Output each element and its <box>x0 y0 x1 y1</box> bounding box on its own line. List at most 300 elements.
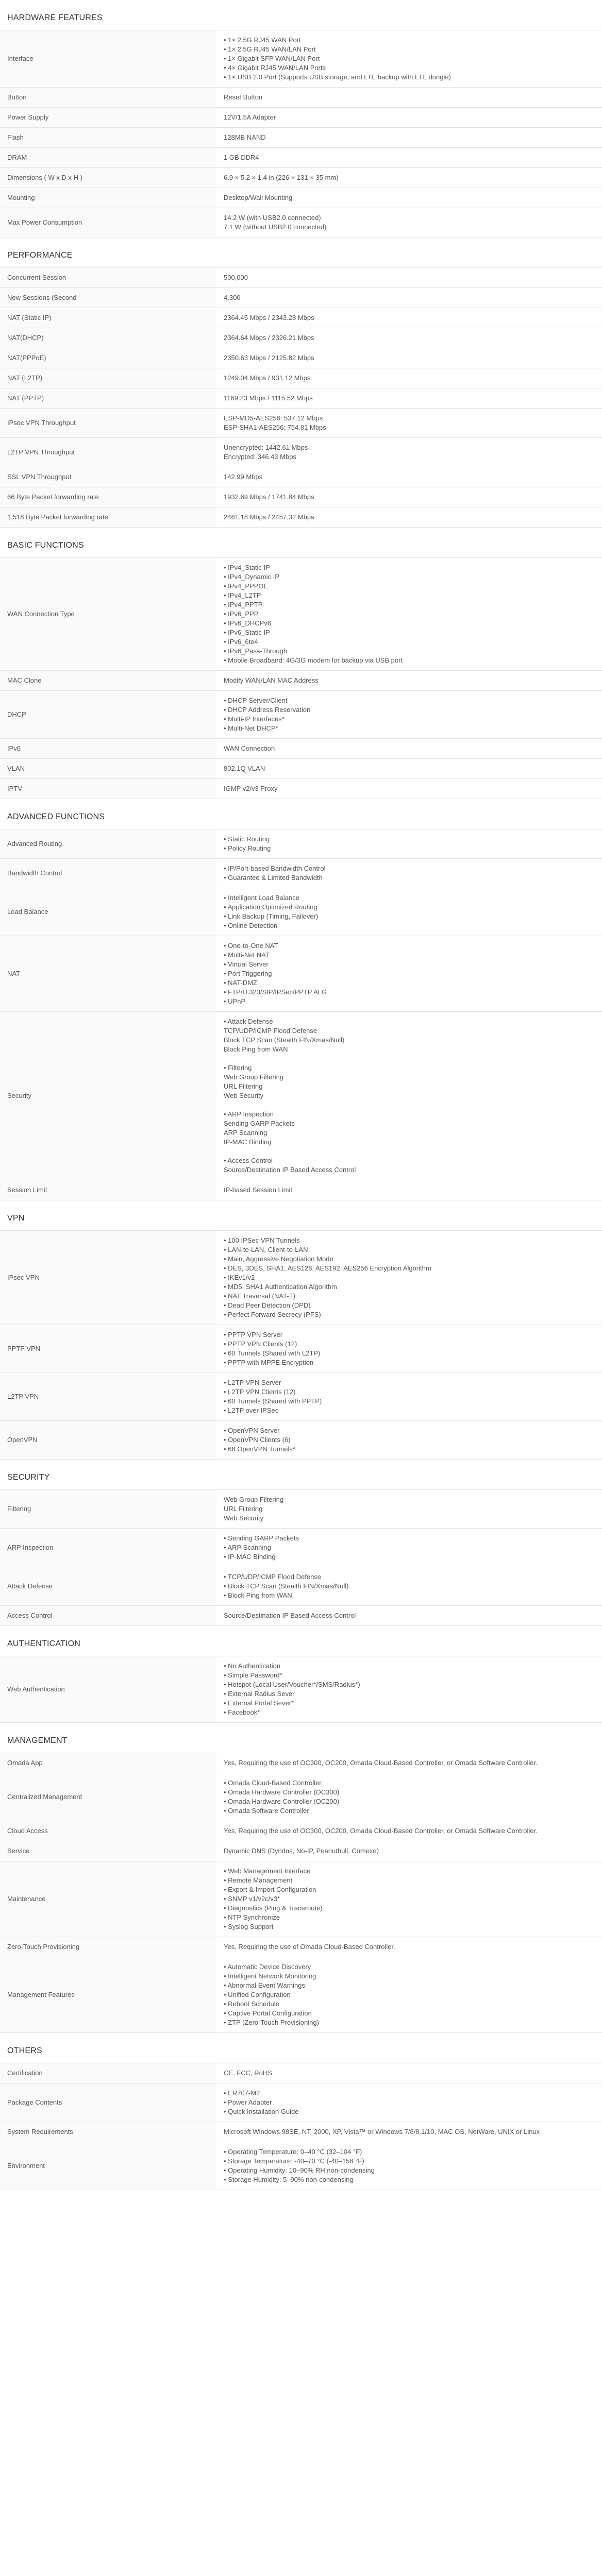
spec-label: Package Contents <box>0 2083 216 2122</box>
spec-label: Management Features <box>0 1957 216 2033</box>
spec-value: • Attack Defense <box>224 1018 273 1025</box>
spec-value: Desktop/Wall Mounting <box>224 194 293 201</box>
spec-value: • Port Triggering <box>224 970 272 977</box>
spec-value-cell <box>216 1567 602 1606</box>
spec-value: • DES, 3DES, SHA1, AES128, AES192, AES256 Encryption Algorithm <box>224 1264 431 1272</box>
section-title: AUTHENTICATION <box>7 1639 81 1648</box>
spec-value-cell <box>216 438 602 467</box>
spec-row <box>0 1180 602 1200</box>
spec-value: • 1× Gigabit SFP WAN/LAN Port <box>224 55 320 62</box>
spec-value: • Reboot Schedule <box>224 2000 279 2008</box>
spec-label: Access Control <box>0 1606 216 1626</box>
spec-section <box>0 1626 602 1723</box>
spec-value: • 68 OpenVPN Tunnels* <box>224 1445 295 1453</box>
spec-value-list <box>224 513 595 522</box>
spec-value: • IPv4_Static IP <box>224 564 270 571</box>
spec-value-list <box>224 1185 595 1195</box>
spec-value: • IPv4_PPPOE <box>224 582 269 590</box>
spec-value-list <box>224 1962 595 2027</box>
spec-value-cell <box>216 1753 602 1773</box>
spec-table <box>0 557 602 799</box>
spec-value: Web Group Filtering <box>224 1073 284 1081</box>
spec-value-cell <box>216 288 602 308</box>
section-title: BASIC FUNCTIONS <box>7 541 84 550</box>
spec-value: • Intelligent Network Monitoring <box>224 1972 316 1980</box>
spec-value-cell <box>216 348 602 368</box>
spec-label: 1,518 Byte Packet forwarding rate <box>0 507 216 528</box>
spec-table <box>0 1489 602 1626</box>
spec-value: 802.1Q VLAN <box>224 765 265 772</box>
spec-value: Source/Destination IP Based Access Control <box>224 1166 356 1174</box>
spec-label: Load Balance <box>0 888 216 936</box>
spec-row <box>0 1373 602 1421</box>
section-title: SECURITY <box>7 1473 50 1482</box>
spec-value-list <box>224 696 595 733</box>
spec-value: Block TCP Scan (Stealth FIN/Xmas/Null) <box>224 1036 345 1044</box>
spec-label: Maintenance <box>0 1861 216 1937</box>
spec-value-cell <box>216 148 602 168</box>
spec-value: • One-to-One NAT <box>224 942 278 950</box>
spec-value: • Storage Temperature: -40–70 °C (-40–158 °F) <box>224 2157 364 2165</box>
spec-row <box>0 1421 602 1460</box>
spec-value: • Access Control <box>224 1157 273 1164</box>
spec-value: • Abnormal Event Warnings <box>224 1981 305 1989</box>
spec-value-list <box>224 293 595 302</box>
section-title: OTHERS <box>7 2046 42 2055</box>
spec-value: • LAN-to-LAN, Client-to-LAN <box>224 1246 308 1253</box>
spec-label: Service <box>0 1841 216 1861</box>
spec-row <box>0 829 602 859</box>
spec-label: 66 Byte Packet forwarding rate <box>0 487 216 507</box>
spec-value: • Diagnostics (Ping & Traceroute) <box>224 1904 323 1912</box>
spec-value: • NTP Synchronize <box>224 1913 280 1921</box>
spec-value: • Mobile Broadband: 4G/3G modem for backup via USB port <box>224 656 403 664</box>
spec-value: • Omada Hardware Controller (OC300) <box>224 1788 340 1796</box>
spec-row <box>0 1841 602 1861</box>
spec-value <box>224 1100 595 1110</box>
spec-label: Power Supply <box>0 108 216 128</box>
spec-value: • 1× 2.5G RJ45 WAN/LAN Port <box>224 45 316 53</box>
spec-value-cell <box>216 1957 602 2033</box>
spec-value: IP-based Session Limit <box>224 1186 292 1194</box>
spec-row <box>0 188 602 208</box>
spec-label: IPTV <box>0 779 216 799</box>
spec-value: • PPTP with MPPE Encryption <box>224 1359 314 1366</box>
spec-label: SSL VPN Throughput <box>0 467 216 487</box>
spec-row <box>0 288 602 308</box>
spec-row <box>0 1957 602 2033</box>
spec-value: • FTP/H.323/SIP/IPSec/PPTP ALG <box>224 988 327 996</box>
spec-row <box>0 1567 602 1606</box>
spec-value-list <box>224 443 595 462</box>
spec-value: • Hotspot (Local User/Voucher*/SMS/Radius*) <box>224 1681 360 1688</box>
spec-label: OpenVPN <box>0 1421 216 1460</box>
spec-value: • 60 Tunnels (Shared with PPTP) <box>224 1397 322 1405</box>
spec-value-list <box>224 1867 595 1931</box>
spec-value: 1 GB DDR4 <box>224 154 259 161</box>
spec-value-list <box>224 1426 595 1454</box>
spec-value-cell <box>216 691 602 739</box>
spec-value: Web Group Filtering <box>224 1496 284 1503</box>
spec-label: Mounting <box>0 188 216 208</box>
spec-value-list <box>224 213 595 232</box>
spec-label: VLAN <box>0 759 216 779</box>
spec-value-cell <box>216 2083 602 2122</box>
spec-value: • DHCP Address Reservation <box>224 706 311 714</box>
spec-value: • Syslog Support <box>224 1923 274 1930</box>
spec-value: • Remote Management <box>224 1876 293 1884</box>
spec-row <box>0 1753 602 1773</box>
section-title: MANAGEMENT <box>7 1736 68 1745</box>
spec-value-cell <box>216 1180 602 1200</box>
spec-row <box>0 507 602 528</box>
spec-value: • Perfect Forward Secrecy (PFS) <box>224 1311 321 1318</box>
spec-row <box>0 671 602 691</box>
spec-value: Unencrypted: 1442.61 Mbps <box>224 444 308 451</box>
spec-value-cell <box>216 671 602 691</box>
spec-row <box>0 936 602 1012</box>
spec-table <box>0 30 602 238</box>
spec-value: CE, FCC, RoHS <box>224 2069 272 2077</box>
spec-value: • Captive Portal Configuration <box>224 2009 312 2017</box>
spec-value-cell <box>216 859 602 888</box>
spec-value-list <box>224 1017 595 1175</box>
spec-value: Microsoft Windows 98SE, NT, 2000, XP, Vista™ or Windows 7/8/8.1/10, MAC OS, NetWare, UNIX or Linux <box>224 2128 540 2136</box>
spec-value: • Filtering <box>224 1064 252 1072</box>
spec-row <box>0 1861 602 1937</box>
spec-row <box>0 368 602 388</box>
spec-value: • Link Backup (Timing, Failover) <box>224 912 319 920</box>
spec-section <box>0 2033 602 2190</box>
spec-row <box>0 558 602 671</box>
spec-row <box>0 888 602 936</box>
spec-value: • Static Routing <box>224 835 270 843</box>
spec-value: ESP-MD5-AES256: 537.12 Mbps <box>224 414 323 422</box>
spec-value: • Storage Humidity: 5–90% non-condensing <box>224 2176 354 2183</box>
spec-label: Security <box>0 1012 216 1180</box>
spec-value: • Operating Temperature: 0–40 °C (32–104 °F) <box>224 2148 362 2156</box>
spec-row <box>0 438 602 467</box>
spec-value: • NAT Traversal (NAT-T) <box>224 1292 295 1300</box>
spec-label: Cloud Access <box>0 1821 216 1841</box>
spec-value: • External Portal Sever* <box>224 1699 294 1707</box>
spec-value: • Virtual Server <box>224 960 269 968</box>
spec-label: Button <box>0 88 216 108</box>
spec-value-list <box>224 864 595 883</box>
spec-value-cell <box>216 2122 602 2142</box>
spec-value: • Power Adapter <box>224 2098 272 2106</box>
spec-value-list <box>224 893 595 930</box>
spec-label: Session Limit <box>0 1180 216 1200</box>
spec-value: Encrypted: 346.43 Mbps <box>224 453 296 461</box>
spec-value-cell <box>216 188 602 208</box>
spec-value-list <box>224 1495 595 1523</box>
spec-value-list <box>224 1662 595 1717</box>
spec-value-list <box>224 113 595 122</box>
spec-value: URL Filtering <box>224 1505 263 1513</box>
spec-value: 142.99 Mbps <box>224 473 263 481</box>
spec-value-cell <box>216 1656 602 1723</box>
spec-value: 4,300 <box>224 294 241 301</box>
spec-value-cell <box>216 1773 602 1821</box>
spec-value-list <box>224 2069 595 2078</box>
spec-value: • PPTP VPN Server <box>224 1331 283 1338</box>
spec-label: Dimensions ( W x D x H ) <box>0 168 216 188</box>
spec-value-cell <box>216 1012 602 1180</box>
spec-label: Advanced Routing <box>0 829 216 859</box>
spec-value-cell <box>216 2063 602 2083</box>
spec-value: Dynamic DNS (Dyndns, No-IP, Peanuthull, Comexe) <box>224 1847 379 1855</box>
spec-value-list <box>224 493 595 502</box>
spec-value-cell <box>216 739 602 759</box>
spec-value-list <box>224 133 595 142</box>
spec-row <box>0 1606 602 1626</box>
spec-value: 7.1 W (without USB2.0 connected) <box>224 223 327 231</box>
spec-value-cell <box>216 168 602 188</box>
spec-row <box>0 467 602 487</box>
spec-section <box>0 1723 602 2033</box>
spec-value-list <box>224 173 595 182</box>
spec-section <box>0 528 602 799</box>
spec-label: Centralized Management <box>0 1773 216 1821</box>
spec-value-list <box>224 744 595 753</box>
spec-row <box>0 739 602 759</box>
spec-label: Zero-Touch Provisioning <box>0 1937 216 1957</box>
spec-value-cell <box>216 1421 602 1460</box>
spec-label: IPsec VPN <box>0 1231 216 1325</box>
spec-row <box>0 328 602 348</box>
spec-row <box>0 779 602 799</box>
spec-label: Attack Defense <box>0 1567 216 1606</box>
spec-row <box>0 388 602 409</box>
spec-row <box>0 128 602 148</box>
spec-value: Yes, Requiring the use of OC300, OC200, Omada Cloud-Based Controller, or Omada Software Controller. <box>224 1759 538 1767</box>
spec-label: PPTP VPN <box>0 1325 216 1373</box>
spec-section <box>0 238 602 528</box>
spec-value-list <box>224 676 595 685</box>
spec-value-cell <box>216 936 602 1012</box>
spec-label: Max Power Consumption <box>0 208 216 238</box>
spec-value-list <box>224 353 595 363</box>
spec-value-cell <box>216 759 602 779</box>
spec-label: ARP Inspection <box>0 1529 216 1567</box>
spec-row <box>0 268 602 288</box>
spec-value: • OpenVPN Clients (6) <box>224 1436 291 1444</box>
spec-value: • 60 Tunnels (Shared with L2TP) <box>224 1349 321 1357</box>
section-title: VPN <box>7 1214 25 1223</box>
spec-value <box>224 1147 595 1156</box>
section-title: PERFORMANCE <box>7 251 73 260</box>
spec-value: • 1× 2.5G RJ45 WAN Port <box>224 36 301 44</box>
spec-row <box>0 2083 602 2122</box>
spec-value: 1169.23 Mbps / 1115.52 Mbps <box>224 394 313 402</box>
spec-value-cell <box>216 829 602 859</box>
spec-value: • ARP Scanning <box>224 1544 271 1551</box>
spec-value-cell <box>216 487 602 507</box>
spec-value-cell <box>216 1606 602 1626</box>
spec-value: • Multi-IP Interfaces* <box>224 715 285 723</box>
spec-label: Web Authentication <box>0 1656 216 1723</box>
spec-value: • TCP/UDP/ICMP Flood Defense <box>224 1573 322 1581</box>
spec-value-cell <box>216 30 602 88</box>
spec-row <box>0 1231 602 1325</box>
spec-value: • IPv6_DHCPv6 <box>224 619 271 627</box>
spec-value-cell <box>216 268 602 288</box>
spec-value: • IP/Port-based Bandwidth Control <box>224 865 326 872</box>
spec-label: IPv6 <box>0 739 216 759</box>
spec-value: 2461.18 Mbps / 2457.32 Mbps <box>224 513 314 521</box>
spec-value: • Omada Software Controller <box>224 1807 309 1815</box>
spec-section <box>0 0 602 238</box>
spec-value-list <box>224 835 595 853</box>
spec-value: • Main, Aggressive Negotiation Mode <box>224 1255 333 1263</box>
spec-value: 2350.63 Mbps / 2125.82 Mbps <box>224 354 314 362</box>
spec-value-list <box>224 414 595 432</box>
spec-value-cell <box>216 1325 602 1373</box>
spec-value-list <box>224 1330 595 1367</box>
spec-value: • Operating Humidity: 10–90% RH non-condensing <box>224 2166 375 2174</box>
spec-label: System Requirements <box>0 2122 216 2142</box>
spec-value-list <box>224 1778 595 1816</box>
spec-label: L2TP VPN Throughput <box>0 438 216 467</box>
spec-label: NAT(PPPoE) <box>0 348 216 368</box>
spec-table <box>0 1230 602 1460</box>
spec-value: Yes, Requiring the use of OC300, OC200, Omada Cloud-Based Controller, or Omada Software Controller. <box>224 1827 538 1835</box>
spec-value: • Export & Import Configuration <box>224 1886 316 1893</box>
spec-row <box>0 168 602 188</box>
spec-value: • ZTP (Zero-Touch Provisioning) <box>224 2019 319 2026</box>
spec-value: Web Security <box>224 1092 264 1099</box>
spec-value: • Multi-Net NAT <box>224 951 270 959</box>
spec-value: 2364.64 Mbps / 2326.21 Mbps <box>224 334 314 342</box>
spec-value: ESP-SHA1-AES256: 754.81 Mbps <box>224 423 326 431</box>
spec-value-cell <box>216 507 602 528</box>
spec-value: • IPv6_Static IP <box>224 629 270 636</box>
spec-value: • IPv6_Pass-Through <box>224 647 288 655</box>
spec-value: • L2TP VPN Server <box>224 1379 281 1386</box>
spec-value-cell <box>216 1861 602 1937</box>
spec-value-cell <box>216 308 602 328</box>
spec-row <box>0 108 602 128</box>
spec-value-list <box>224 1846 595 1856</box>
spec-value-list <box>224 193 595 202</box>
spec-row <box>0 2122 602 2142</box>
spec-row <box>0 1325 602 1373</box>
spec-value: Yes, Requiring the use of Omada Cloud-Based Controller. <box>224 1943 395 1951</box>
spec-value: • Omada Cloud-Based Controller <box>224 1779 322 1787</box>
spec-value: • UPnP <box>224 997 246 1005</box>
spec-value-cell <box>216 1373 602 1421</box>
spec-value: Sending GARP Packets <box>224 1120 295 1127</box>
spec-label: Flash <box>0 128 216 148</box>
spec-value-list <box>224 36 595 82</box>
section-title: ADVANCED FUNCTIONS <box>7 812 105 821</box>
spec-value-cell <box>216 368 602 388</box>
spec-value: • IPv4_L2TP <box>224 591 261 599</box>
spec-label: NAT (L2TP) <box>0 368 216 388</box>
spec-value-cell <box>216 128 602 148</box>
spec-row <box>0 1012 602 1180</box>
spec-value-list <box>224 2089 595 2116</box>
spec-value-list <box>224 472 595 482</box>
spec-value: Source/Destination IP Based Access Control <box>224 1612 356 1619</box>
spec-value: • Application Optimized Routing <box>224 903 317 911</box>
section-title: HARDWARE FEATURES <box>7 13 103 22</box>
spec-value: 6.9 × 5.2 × 1.4 in (226 × 131 × 35 mm) <box>224 174 339 181</box>
spec-label: NAT <box>0 936 216 1012</box>
spec-row <box>0 1773 602 1821</box>
spec-value: 128MB NAND <box>224 133 266 141</box>
spec-value-cell <box>216 388 602 409</box>
spec-row <box>0 30 602 88</box>
spec-value: • Block Ping from WAN <box>224 1591 292 1599</box>
spec-value-list <box>224 1611 595 1620</box>
spec-value: IGMP v2/v3 Proxy <box>224 785 278 792</box>
spec-value: • Facebook* <box>224 1708 260 1716</box>
spec-value: • Web Management Interface <box>224 1867 311 1875</box>
spec-value-cell <box>216 1821 602 1841</box>
spec-value: • Omada Hardware Controller (OC200) <box>224 1798 340 1805</box>
spec-row <box>0 308 602 328</box>
spec-value-list <box>224 941 595 1006</box>
spec-value: • L2TP VPN Clients (12) <box>224 1388 296 1396</box>
spec-label: NAT (PPTP) <box>0 388 216 409</box>
spec-value: • DHCP Server/Client <box>224 697 288 704</box>
spec-row <box>0 2142 602 2190</box>
spec-value-cell <box>216 467 602 487</box>
spec-value: • Policy Routing <box>224 844 271 852</box>
spec-value-cell <box>216 1841 602 1861</box>
spec-value: • SNMP v1/v2c/v3* <box>224 1895 280 1903</box>
spec-value: • Quick Installation Guide <box>224 2108 299 2115</box>
spec-value: 14.2 W (with USB2.0 connected) <box>224 214 321 222</box>
spec-value: • 4× Gigabit RJ45 WAN/LAN Ports <box>224 64 326 72</box>
spec-value: 1249.04 Mbps / 931.12 Mbps <box>224 374 311 382</box>
spec-table <box>0 2063 602 2190</box>
spec-value-cell <box>216 409 602 438</box>
spec-value-list <box>224 2127 595 2137</box>
spec-value: • Intelligent Load Balance <box>224 894 299 902</box>
spec-value-list <box>224 784 595 793</box>
spec-value: • Block TCP Scan (Stealth FIN/Xmas/Null) <box>224 1582 349 1590</box>
spec-value: • IPv6_PPP <box>224 610 259 618</box>
spec-value: WAN Connection <box>224 744 275 752</box>
spec-value-cell <box>216 888 602 936</box>
spec-value-cell <box>216 1231 602 1325</box>
spec-value: Modify WAN/LAN MAC Address <box>224 676 319 684</box>
spec-label: Environment <box>0 2142 216 2190</box>
spec-section <box>0 799 602 1200</box>
spec-label: Interface <box>0 30 216 88</box>
spec-label: DRAM <box>0 148 216 168</box>
spec-value: • IPv6_6to4 <box>224 638 258 646</box>
spec-value: • IPv4_Dynamic IP <box>224 573 279 581</box>
spec-value: • PPTP VPN Clients (12) <box>224 1340 297 1348</box>
spec-value-cell <box>216 558 602 671</box>
spec-row <box>0 2063 602 2083</box>
spec-table <box>0 829 602 1200</box>
spec-value: • Sending GARP Packets <box>224 1534 299 1542</box>
spec-value-list <box>224 764 595 773</box>
spec-value-cell <box>216 88 602 108</box>
spec-value: • ARP Inspection <box>224 1110 274 1118</box>
spec-label: IPsec VPN Throughput <box>0 409 216 438</box>
spec-value: ARP Scanning <box>224 1129 267 1137</box>
spec-row <box>0 88 602 108</box>
spec-row <box>0 409 602 438</box>
spec-label: WAN Connection Type <box>0 558 216 671</box>
spec-value: • IP-MAC Binding <box>224 1553 276 1561</box>
